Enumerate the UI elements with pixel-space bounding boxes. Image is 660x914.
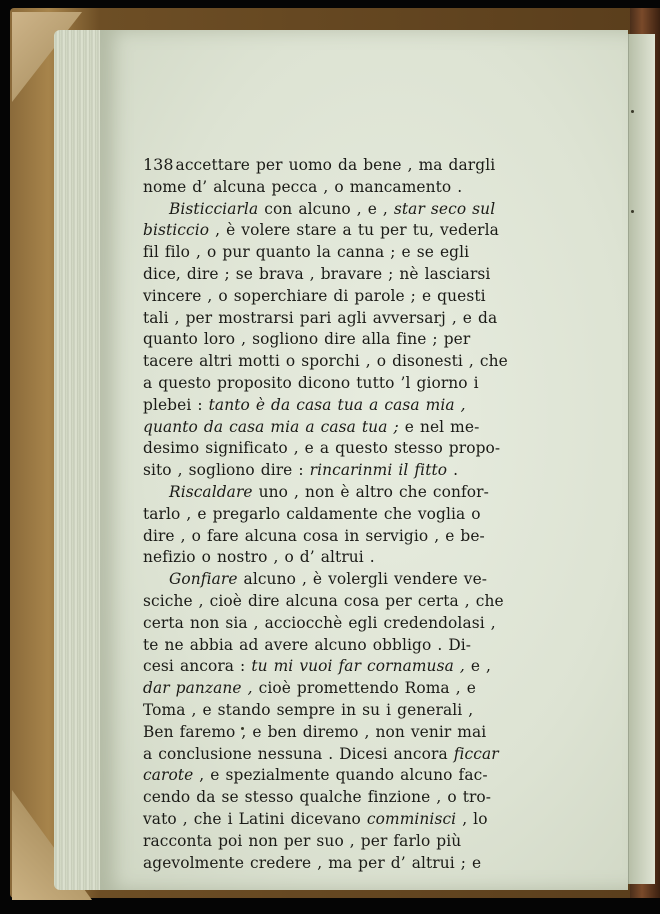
text-line [143, 591, 573, 613]
italic-term: bisticcio [143, 221, 210, 240]
text-line [143, 831, 573, 853]
ink-speck [631, 210, 634, 213]
text-run: nefizio o nostro , o d’ altrui . [143, 548, 375, 567]
text-run: sciche , cioè dire alcuna cosa per certa , che [143, 591, 504, 610]
text-run: , lo [456, 809, 488, 828]
text-run: agevolmente credere , ma per d’ altrui ; e [143, 853, 482, 872]
text-line [143, 395, 573, 417]
text-line [143, 482, 573, 504]
text-line [143, 504, 573, 526]
text-run: uno , non è altro che confor- [252, 482, 489, 501]
italic-term: carote [143, 766, 194, 785]
text-line [143, 417, 573, 439]
italic-term: Gonfiare [169, 570, 238, 589]
text-line [143, 656, 573, 678]
text-line [143, 438, 573, 460]
text-line [143, 678, 573, 700]
text-run: tarlo , e pregarlo caldamente che voglia o [143, 504, 481, 523]
text-line [143, 242, 573, 264]
text-line [143, 329, 573, 351]
text-run: Toma , e stando sempre in su i generali , [143, 700, 474, 719]
text-line [143, 220, 573, 242]
text-run: tali , per mostrarsi pari agli avversarj , e da [143, 308, 498, 327]
text-line [143, 177, 573, 199]
text-run: racconta poi non per suo , per farlo più [143, 831, 462, 850]
text-line [143, 700, 573, 722]
italic-term: Riscaldare [169, 482, 253, 501]
italic-term: rincarinmi il fitto [309, 461, 448, 480]
text-run: dice, dire ; se brava , bravare ; nè lasciarsi [143, 264, 491, 283]
italic-term: ficcar [453, 744, 499, 763]
text-line [143, 569, 573, 591]
text-line [143, 154, 573, 177]
italic-term: Bisticciarla [169, 199, 259, 218]
page-text [143, 154, 573, 874]
italic-term: tanto è da casa tua a casa mia , [208, 395, 466, 414]
text-line [143, 526, 573, 548]
text-run: plebei : [143, 395, 209, 414]
text-run: , e spezialmente quando alcuno fac- [193, 766, 488, 785]
text-run: e , [464, 657, 492, 676]
facing-page-sliver [628, 34, 655, 884]
text-run: a conclusione nessuna . Dicesi ancora [143, 744, 454, 763]
text-run: e nel me- [398, 417, 480, 436]
italic-term: star seco sul [393, 199, 496, 218]
italic-term: comminisci [366, 809, 457, 828]
text-run: dire , o fare alcuna cosa in servigio , e be- [143, 526, 485, 545]
text-line [143, 547, 573, 569]
text-line [143, 373, 573, 395]
text-line [143, 809, 573, 831]
text-line [143, 765, 573, 787]
text-line [143, 264, 573, 286]
text-run: . [447, 461, 459, 480]
text-line [143, 744, 573, 766]
text-run: cesi ancora : [143, 657, 252, 676]
text-run: fil filo , o pur quanto la canna ; e se egli [143, 243, 470, 262]
text-line [143, 351, 573, 373]
text-run: cioè promettendo Roma , e [252, 679, 476, 698]
text-line [143, 308, 573, 330]
text-run: alcuno , è volergli vendere ve- [237, 570, 488, 589]
text-run: nome d’ alcuna pecca , o mancamento . [143, 177, 463, 196]
text-line [143, 635, 573, 657]
text-run: te ne abbia ad avere alcuno obbligo . Di- [143, 635, 472, 654]
ink-speck [631, 110, 634, 113]
italic-term: dar panzane , [143, 679, 253, 698]
text-line [143, 286, 573, 308]
text-run: cendo da se stesso qualche finzione , o tro- [143, 788, 492, 807]
text-line [143, 787, 573, 809]
text-line [143, 722, 573, 744]
text-run: certa non sia , acciocchè egli credendolasi , [143, 613, 496, 632]
text-run: a questo proposito dicono tutto ’l giorno i [143, 373, 479, 392]
text-run: vincere , o soperchiare di parole ; e questi [143, 286, 486, 305]
page-number: 138 [143, 155, 174, 174]
text-run: vato , che i Latini dicevano [143, 809, 367, 828]
text-run: tacere altri motti o sporchi , o disonesti , che [143, 352, 508, 371]
text-line [143, 460, 573, 482]
italic-term: tu mi vuoi far cornamusa , [251, 657, 465, 676]
text-run: Ben faremo , e ben diremo , non venir mai [143, 722, 487, 741]
text-run: quanto loro , sogliono dire alla fine ; per [143, 330, 471, 349]
italic-term: quanto da casa mia a casa tua ; [143, 417, 399, 436]
text-line [143, 199, 573, 221]
text-run: con alcuno , e , [258, 199, 394, 218]
text-run: accettare per uomo da bene , ma dargli [175, 156, 496, 174]
text-line [143, 853, 573, 875]
text-run: sito , sogliono dire : [143, 461, 310, 480]
text-line [143, 613, 573, 635]
text-run: , è volere stare a tu per tu, vederla [209, 221, 499, 240]
text-run: desimo significato , e a questo stesso propo- [143, 439, 501, 458]
